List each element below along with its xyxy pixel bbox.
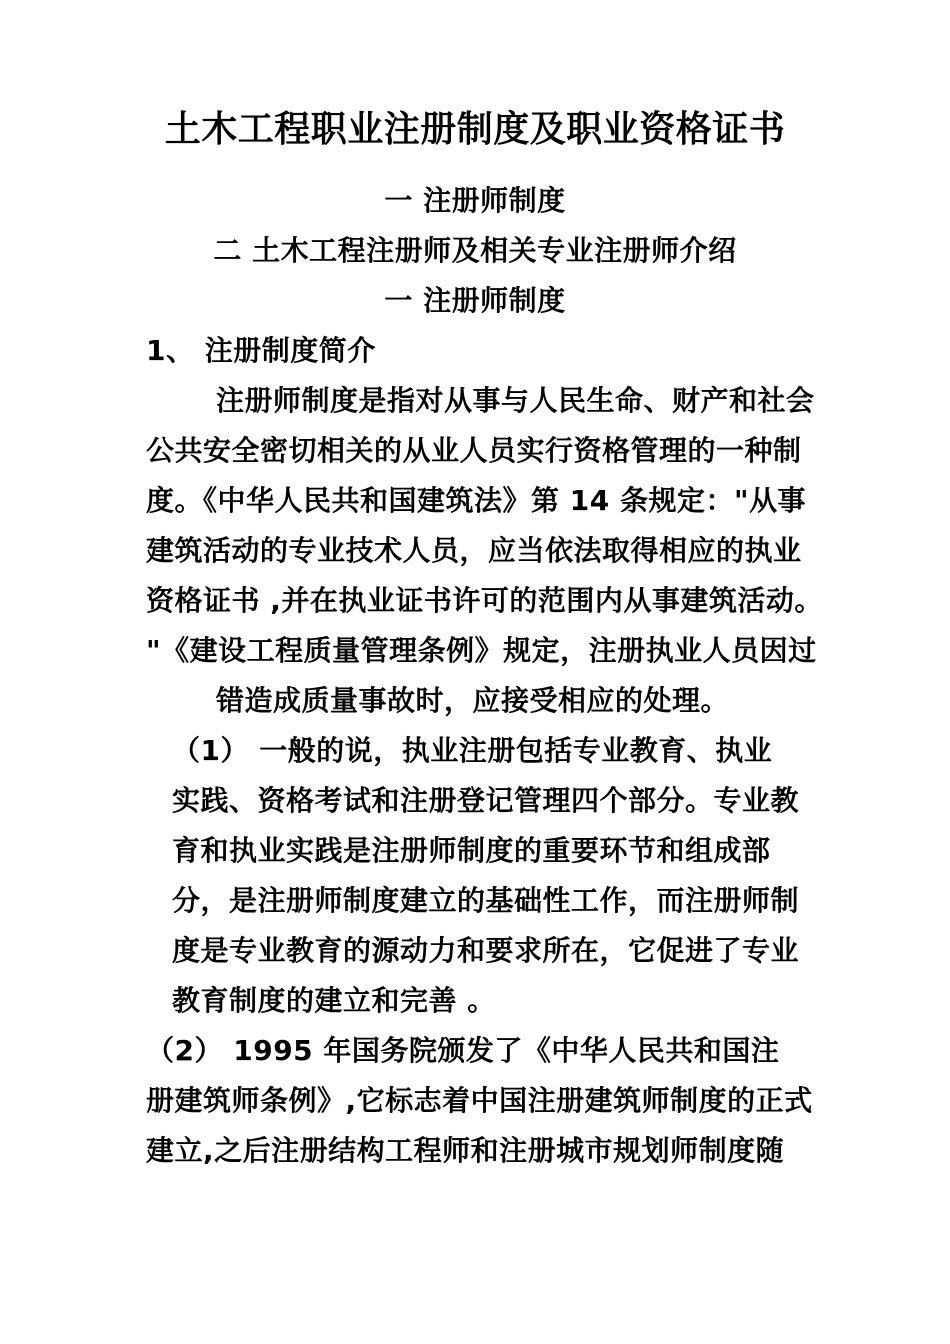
toc-item-1: 一 注册师制度	[384, 184, 566, 217]
item2-line: 建立,之后注册结构工程师和注册城市规划师制度随	[146, 1134, 785, 1167]
item2-line: （2） 1995 年国务院颁发了《中华人民共和国注	[146, 1034, 780, 1067]
item1-line: （1） 一般的说，执业注册包括专业教育、执业	[172, 734, 773, 767]
document-title: 土木工程职业注册制度及职业资格证书	[164, 109, 786, 150]
paragraph1-line: 资格证书 ,并在执业证书许可的范围内从事建筑活动。	[146, 584, 823, 617]
item1-line: 实践、资格考试和注册登记管理四个部分。专业教	[172, 784, 800, 817]
item2-line: 册建筑师条例》,它标志着中国注册建筑师制度的正式	[146, 1084, 813, 1117]
item1-line: 度是专业教育的源动力和要求所在，它促进了专业	[172, 934, 800, 967]
item1-line: 育和执业实践是注册师制度的重要环节和组成部	[172, 834, 771, 867]
toc-item-2: 二 土木工程注册师及相关专业注册师介绍	[213, 234, 737, 267]
subsection-heading: 1、 注册制度简介	[146, 334, 376, 367]
paragraph1-line: 错造成质量事故时，应接受相应的处理。	[216, 684, 730, 717]
paragraph1-line: "《建设工程质量管理条例》规定，注册执业人员因过	[146, 634, 817, 667]
item1-line: 分，是注册师制度建立的基础性工作，而注册师制	[172, 884, 800, 917]
item1-line: 教育制度的建立和完善 。	[172, 984, 496, 1017]
paragraph1-line: 建筑活动的专业技术人员，应当依法取得相应的执业	[146, 534, 802, 567]
section-heading: 一 注册师制度	[384, 284, 566, 317]
paragraph1-line: 注册师制度是指对从事与人民生命、财产和社会	[216, 384, 815, 417]
paragraph1-line: 公共安全密切相关的从业人员实行资格管理的一种制	[146, 434, 802, 467]
paragraph1-line: 度。《中华人民共和国建筑法》第 14 条规定："从事	[146, 484, 807, 517]
